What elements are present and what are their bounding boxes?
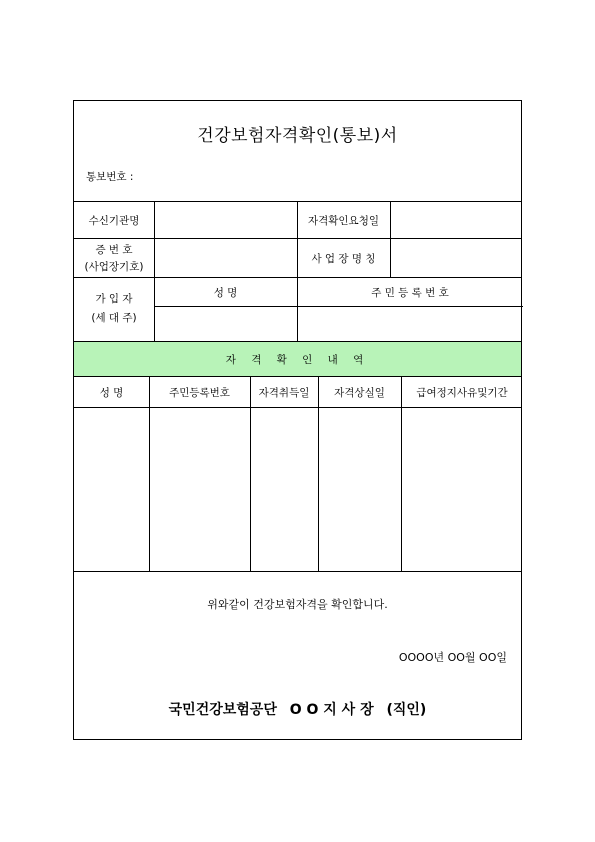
request-date-label: 자격확인요청일: [307, 215, 379, 227]
workplace-name-field[interactable]: [391, 239, 522, 276]
subscriber-id-field[interactable]: [298, 307, 522, 340]
subscriber-label: 가 입 자: [95, 293, 133, 305]
request-date-field[interactable]: [391, 202, 522, 237]
form-title: 건강보험자격확인(통보)서: [197, 126, 398, 146]
issue-date: OOOO년 OO월 OO일: [398, 651, 507, 664]
table-header-acquired-date: 자격취득일: [258, 387, 310, 399]
confirmation-text: 위와같이 건강보험자격을 확인합니다.: [207, 598, 388, 611]
workplace-name-label: 사 업 장 명 칭: [311, 253, 376, 265]
recipient-org-label: 수신기관명: [88, 215, 140, 227]
name-col-label: 성 명: [213, 287, 238, 299]
card-number-label: 증 번 호: [95, 244, 133, 256]
table-cell-resident-id[interactable]: [150, 408, 249, 570]
form-header: [74, 101, 521, 201]
table-cell-acquired-date[interactable]: [251, 408, 317, 570]
table-cell-lost-date[interactable]: [319, 408, 400, 570]
issuer-branch: O O 지 사 장: [289, 702, 374, 718]
resident-id-col-label: 주 민 등 록 번 호: [371, 287, 449, 299]
table-header-lost-date: 자격상실일: [334, 387, 385, 399]
table-header-name: 성 명: [99, 387, 124, 399]
table-header-suspension: 급여정지사유및기간: [416, 387, 508, 399]
recipient-org-field[interactable]: [155, 202, 296, 237]
issuer-org: 국민건강보험공단: [168, 702, 277, 718]
issuer-line: [74, 699, 521, 719]
health-insurance-qualification-form: [73, 100, 522, 740]
subscriber-name-field[interactable]: [155, 307, 296, 340]
householder-label: (세 대 주): [91, 312, 137, 324]
notice-number-label: 통보번호 :: [86, 171, 134, 183]
table-header-resident-id: 주민등록번호: [169, 387, 230, 399]
table-cell-name[interactable]: [75, 408, 148, 570]
workplace-code-label: (사업장기호): [84, 261, 144, 273]
divider: [74, 571, 521, 572]
table-cell-suspension[interactable]: [402, 408, 521, 570]
card-number-field[interactable]: [155, 239, 296, 276]
issuer-seal: (직인): [386, 702, 427, 718]
section-header: [74, 341, 521, 377]
section-title: 자 격 확 인 내 역: [225, 354, 370, 366]
